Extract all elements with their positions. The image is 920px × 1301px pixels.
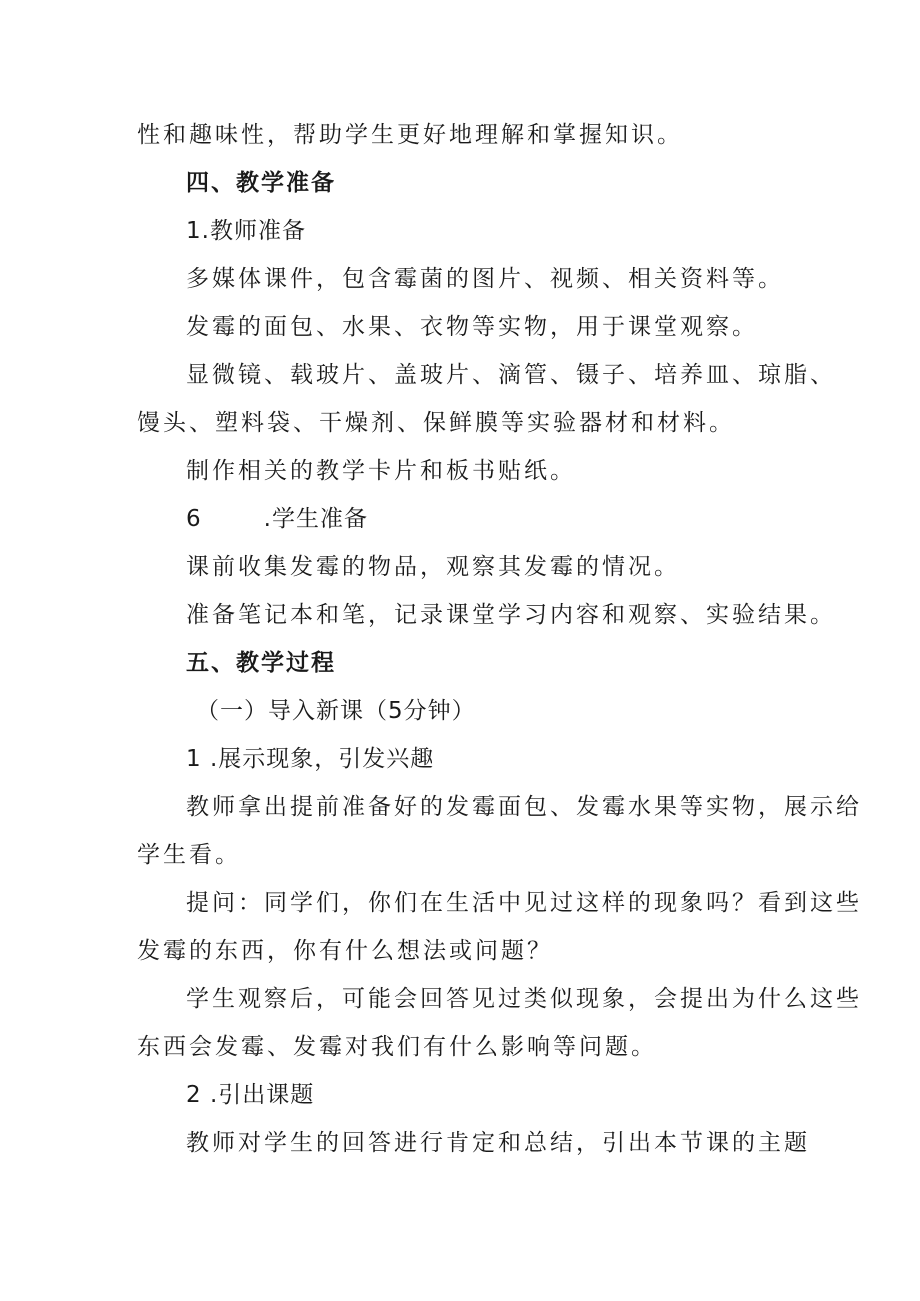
paragraph-line: 馒头、塑料袋、干燥剂、保鲜膜等实验器材和材料。: [137, 410, 735, 436]
section-heading-process: 五、教学过程: [186, 650, 336, 676]
paragraph-line: 课前收集发霉的物品，观察其发霉的情况。: [186, 554, 680, 580]
paragraph-line: 学生观察后，可能会回答见过类似现象，会提出为什么这些: [186, 986, 862, 1012]
subheading-number: 6: [186, 506, 202, 532]
paragraph-line: 发霉的东西，你有什么想法或问题？: [137, 938, 553, 964]
paragraph-line: 显微镜、载玻片、盖玻片、滴管、镊子、培养皿、琼脂、: [186, 362, 836, 388]
subheading-text: .学生准备: [263, 506, 368, 532]
paragraph-line: 多媒体课件，包含霉菌的图片、视频、相关资料等。: [186, 266, 784, 292]
paragraph-line: 教师拿出提前准备好的发霉面包、发霉水果等实物，展示给: [186, 794, 862, 820]
subheading-lead-topic: 2 .引出课题: [186, 1082, 315, 1108]
paragraph-line: 制作相关的教学卡片和板书贴纸。: [186, 458, 576, 484]
paragraph-line: 提问：同学们，你们在生活中见过这样的现象吗？看到这些: [186, 890, 862, 916]
paragraph-line: 性和趣味性，帮助学生更好地理解和掌握知识。: [137, 122, 683, 148]
subheading-show-phenomenon: 1 .展示现象，引发兴趣: [186, 746, 435, 772]
subheading-teacher-preparation: 1.教师准备: [186, 218, 306, 244]
paragraph-line: 准备笔记本和笔，记录课堂学习内容和观察、实验结果。: [186, 602, 836, 628]
subheading-student-preparation: [186, 504, 368, 534]
paragraph-line: 学生看。: [137, 842, 241, 868]
paragraph-line: 教师对学生的回答进行肯定和总结，引出本节课的主题: [186, 1130, 810, 1156]
subheading-introduction: （一）导入新课（5分钟）: [196, 698, 476, 724]
paragraph-line: 东西会发霉、发霉对我们有什么影响等问题。: [137, 1034, 657, 1060]
section-heading-preparation: 四、教学准备: [186, 170, 336, 196]
paragraph-line: 发霉的面包、水果、衣物等实物，用于课堂观察。: [186, 314, 758, 340]
